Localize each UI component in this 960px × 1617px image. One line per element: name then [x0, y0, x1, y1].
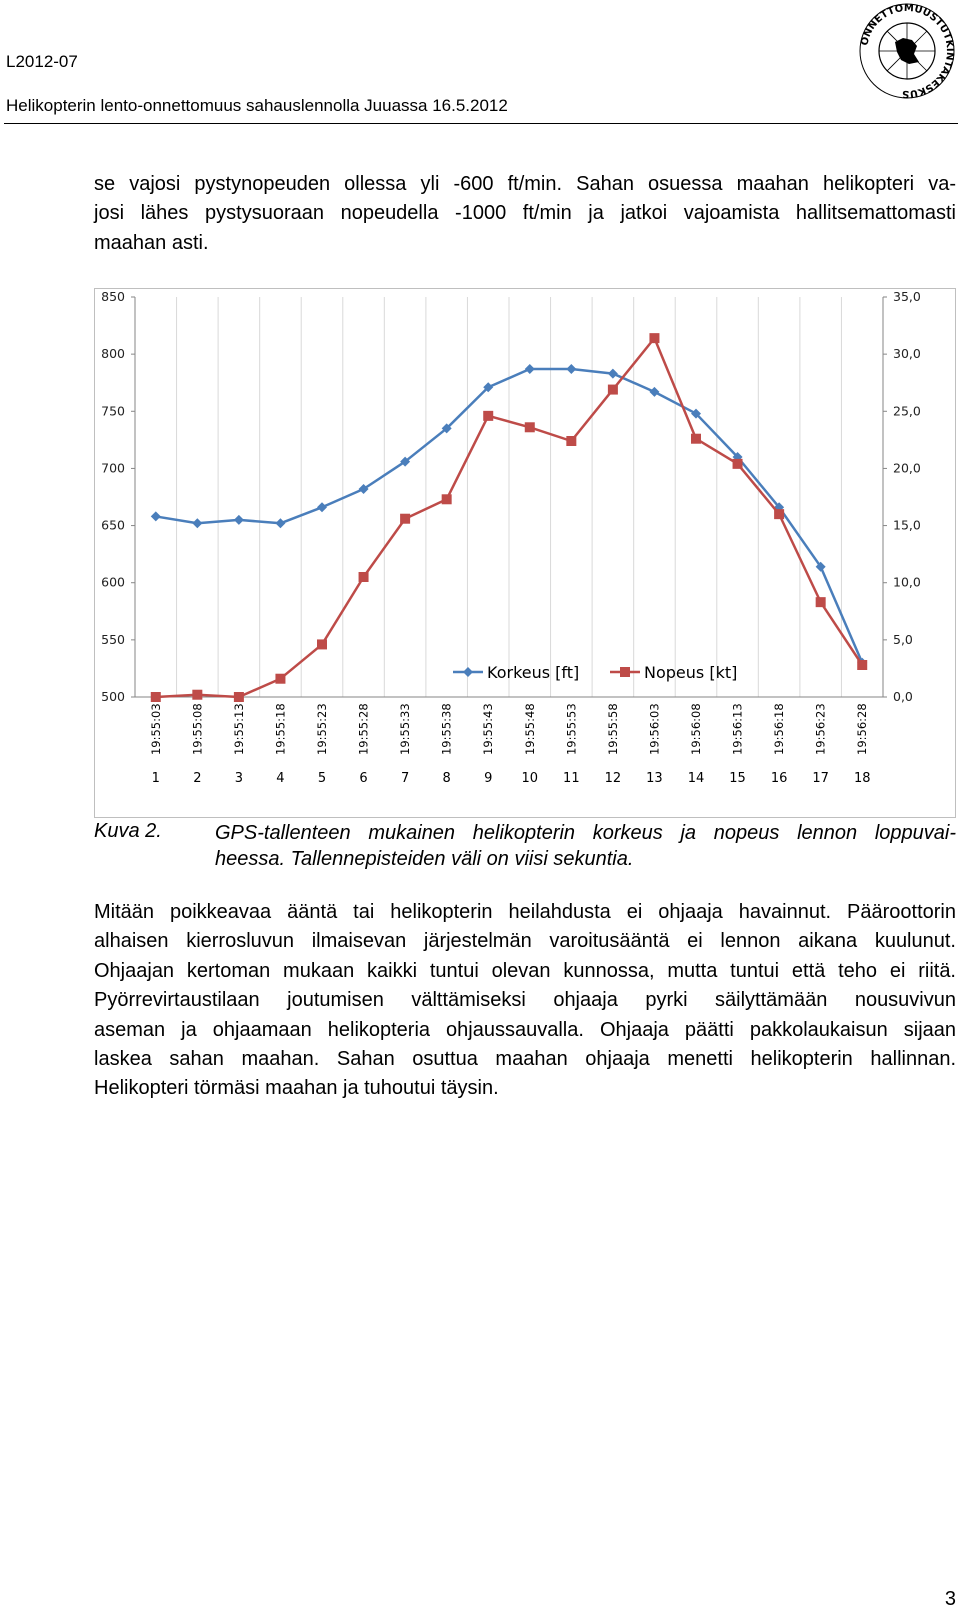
- legend-marker-korkeus: [463, 667, 473, 677]
- x-tick-label-time: 19:55:58: [605, 703, 620, 755]
- x-tick-label-time: 19:56:28: [855, 703, 870, 755]
- x-tick-label-index: 8: [442, 771, 451, 786]
- paragraph-1: [94, 170, 956, 258]
- data-point-nopeus: [649, 333, 659, 343]
- data-point-nopeus: [151, 692, 161, 702]
- x-tick-label-index: 5: [317, 771, 327, 786]
- data-point-nopeus: [192, 690, 202, 700]
- x-tick-label-index: 9: [484, 771, 493, 786]
- x-tick-label-index: 4: [276, 771, 285, 786]
- x-tick-label-index: 7: [400, 771, 410, 786]
- document-title: Helikopterin lento-onnettomuus sahauslennolla Juuassa 16.5.2012: [6, 96, 508, 115]
- data-point-korkeus: [649, 387, 659, 397]
- data-point-nopeus: [816, 597, 826, 607]
- y-tick-label-right: 5,0: [893, 631, 913, 647]
- x-tick-label-time: 19:55:13: [231, 703, 246, 755]
- data-point-korkeus: [275, 518, 285, 528]
- x-tick-label-index: 17: [812, 771, 829, 786]
- altitude-speed-chart: [94, 288, 956, 818]
- page-number: 3: [944, 1588, 956, 1610]
- data-point-nopeus: [275, 674, 285, 684]
- text-line: laskea sahan maahan. Sahan osuttua maahan ohjaaja menetti helikopterin hallinnan.: [94, 1048, 956, 1071]
- data-point-nopeus: [608, 385, 618, 395]
- x-tick-label-time: 19:55:48: [522, 703, 537, 755]
- y-tick-label-right: 20,0: [893, 460, 921, 476]
- y-tick-label-right: 25,0: [893, 403, 921, 419]
- y-tick-label-left: 800: [101, 346, 125, 362]
- data-point-korkeus: [566, 364, 576, 374]
- data-point-nopeus: [733, 459, 743, 469]
- paragraph-2: [94, 898, 956, 1104]
- text-line: se vajosi pystynopeuden ollessa yli -600 ft/min. Sahan osuessa maahan helikopteri va-: [94, 173, 956, 195]
- x-tick-label-time: 19:56:13: [730, 703, 745, 755]
- header-divider: [4, 123, 958, 124]
- x-tick-label-index: 11: [563, 771, 580, 786]
- x-tick-label-index: 12: [604, 771, 622, 786]
- x-tick-label-time: 19:55:18: [273, 703, 288, 755]
- y-tick-label-left: 700: [101, 460, 125, 476]
- legend-label-nopeus: Nopeus [kt]: [644, 663, 738, 682]
- data-point-nopeus: [774, 509, 784, 519]
- x-tick-label-index: 18: [853, 771, 871, 786]
- x-tick-label-time: 19:55:28: [356, 703, 371, 755]
- x-tick-label-index: 3: [234, 771, 244, 786]
- caption-line: heessa. Tallennepisteiden väli on viisi sekuntia.: [215, 848, 634, 870]
- x-tick-label-time: 19:55:43: [481, 703, 496, 755]
- y-tick-label-right: 15,0: [893, 517, 921, 533]
- y-tick-label-left: 500: [101, 689, 125, 704]
- x-tick-label-index: 2: [193, 771, 202, 786]
- text-line: aseman ja ohjaamaan helikopteria ohjaussauvalla. Ohjaaja päätti pakkolaukaisun sijaan: [94, 1018, 956, 1041]
- x-tick-label-index: 13: [646, 771, 663, 786]
- data-point-nopeus: [359, 572, 369, 582]
- x-tick-label-index: 6: [359, 771, 368, 786]
- x-tick-label-time: 19:56:23: [813, 703, 828, 755]
- data-point-korkeus: [317, 502, 327, 512]
- x-tick-label-time: 19:55:03: [148, 703, 163, 755]
- data-point-nopeus: [483, 411, 493, 421]
- chart-svg: [95, 289, 957, 819]
- y-tick-label-left: 750: [101, 403, 125, 419]
- text-line: alhaisen kierrosluvun ilmaisevan järjestelmän varoitusääntä ei lennon aikana kuulunut.: [94, 930, 956, 953]
- x-tick-label-time: 19:55:38: [439, 703, 454, 755]
- x-tick-label-time: 19:56:18: [772, 703, 787, 755]
- y-tick-label-left: 550: [101, 631, 125, 647]
- x-tick-label-index: 16: [770, 771, 788, 786]
- data-point-nopeus: [566, 436, 576, 446]
- y-tick-label-left: 600: [101, 574, 125, 590]
- y-tick-label-right: 30,0: [893, 346, 921, 362]
- data-point-nopeus: [857, 660, 867, 670]
- agency-seal-logo: [857, 2, 957, 100]
- data-point-korkeus: [151, 511, 161, 521]
- document-id: L2012-07: [6, 52, 78, 71]
- caption-line: GPS-tallenteen mukainen helikopterin korkeus ja nopeus lennon loppuvai-: [215, 822, 956, 844]
- x-tick-label-index: 1: [151, 771, 160, 786]
- data-point-nopeus: [317, 639, 327, 649]
- x-tick-label-index: 10: [521, 771, 539, 786]
- legend-label-korkeus: Korkeus [ft]: [487, 663, 580, 682]
- data-point-korkeus: [192, 518, 202, 528]
- text-line: Pyörrevirtaustilaan joutumisen välttämiseksi ohjaaja pyrki säilyttämään nousuvivun: [94, 989, 956, 1012]
- data-point-nopeus: [691, 434, 701, 444]
- data-point-nopeus: [234, 692, 244, 702]
- text-line: Ohjaajan kertoman mukaan kaikki tuntui olevan kunnossa, mutta tuntui että teho ei riitä.: [94, 959, 956, 982]
- y-tick-label-left: 650: [101, 517, 125, 533]
- figure-caption: [215, 820, 956, 872]
- data-point-korkeus: [608, 369, 618, 379]
- y-tick-label-right: 0,0: [893, 689, 913, 704]
- data-point-nopeus: [442, 494, 452, 504]
- x-tick-label-time: 19:55:33: [398, 703, 413, 755]
- text-line: Helikopteri törmäsi maahan ja tuhoutui täysin.: [94, 1077, 499, 1100]
- y-tick-label-right: 10,0: [893, 574, 921, 590]
- text-line: maahan asti.: [94, 231, 209, 254]
- data-point-nopeus: [400, 514, 410, 524]
- data-point-korkeus: [525, 364, 535, 374]
- x-tick-label-time: 19:55:08: [190, 703, 205, 755]
- data-point-nopeus: [525, 422, 535, 432]
- text-line: josi lähes pystysuoraan nopeudella -1000 ft/min ja jatkoi vajoamista hallitsemattomasti: [94, 202, 956, 225]
- x-tick-label-time: 19:56:08: [689, 703, 703, 755]
- svg-text:ONNETTOMUUSTUTKINTAKESKUS: ONNETTOMUUSTUTKINTAKESKUS: [859, 2, 956, 100]
- legend-marker-nopeus: [620, 667, 630, 677]
- y-tick-label-right: 35,0: [893, 289, 921, 304]
- y-tick-label-left: 850: [101, 289, 125, 304]
- x-tick-label-time: 19:55:23: [315, 703, 329, 755]
- x-tick-label-index: 14: [687, 771, 705, 786]
- text-line: Mitään poikkeavaa ääntä tai helikopterin heilahdusta ei ohjaaja havainnut. Pääroottorin: [94, 901, 956, 923]
- data-point-korkeus: [234, 515, 244, 525]
- x-tick-label-time: 19:55:53: [564, 703, 579, 755]
- x-tick-label-time: 19:56:03: [647, 703, 662, 755]
- x-tick-label-index: 15: [729, 771, 746, 786]
- figure-label: Kuva 2.: [94, 820, 162, 842]
